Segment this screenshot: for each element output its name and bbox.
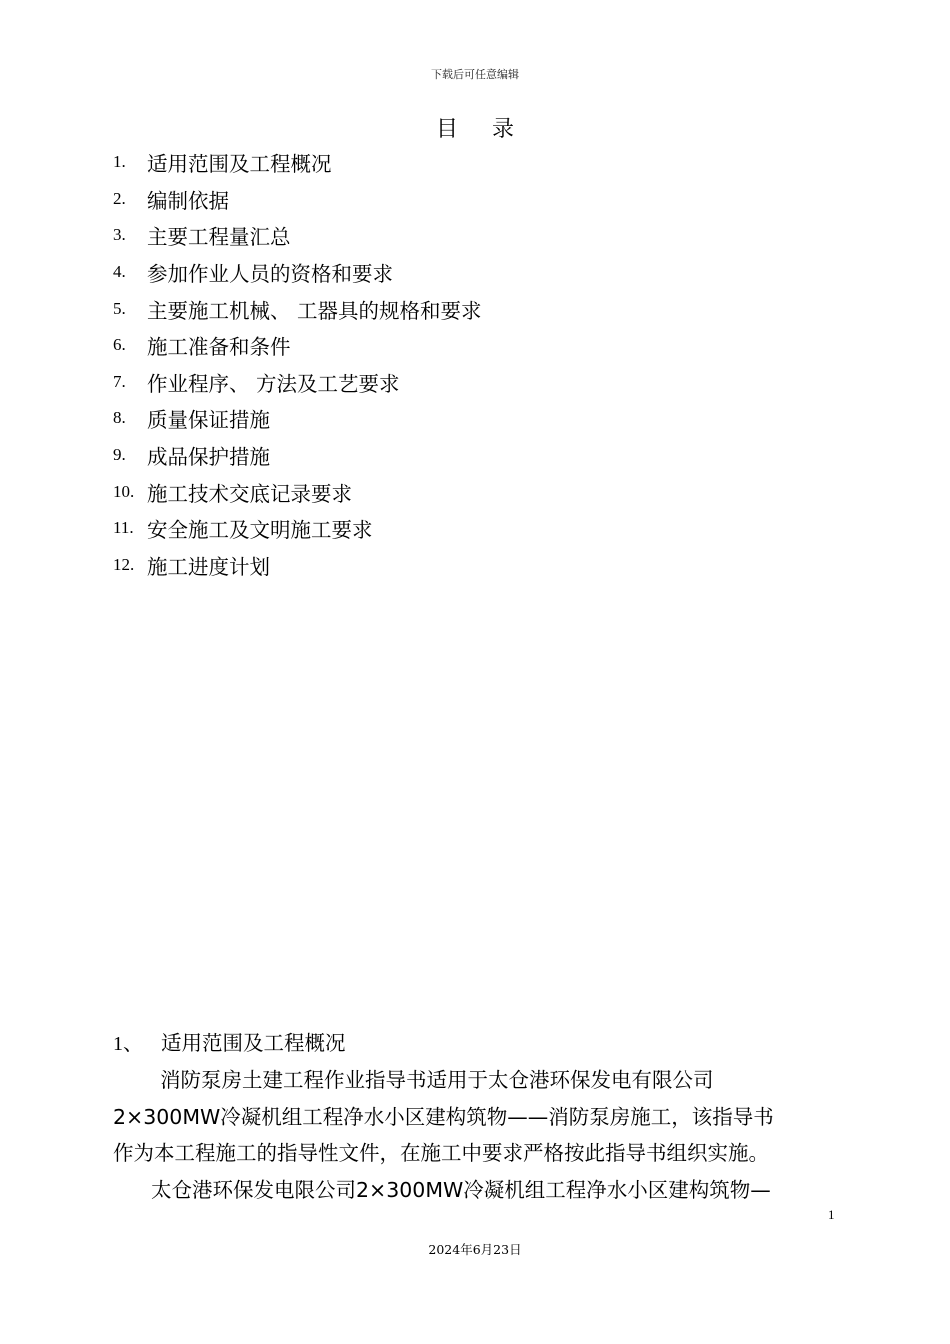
- toc-title: 目录: [435, 117, 548, 142]
- toc-item-text: 施工准备和条件: [147, 335, 291, 360]
- paragraph-line: 消防泵房土建工程作业指导书适用于太仓港环保发电有限公司: [160, 1068, 714, 1093]
- toc-item-number: 10.: [113, 481, 135, 501]
- toc-item-text: 质量保证措施: [147, 408, 270, 433]
- toc-item-text: 施工技术交底记录要求: [147, 481, 352, 506]
- header-note: 下载后可任意编辑: [431, 68, 519, 81]
- toc-item: [113, 254, 873, 291]
- toc-item: [113, 547, 873, 584]
- section-number: 1、: [113, 1032, 143, 1055]
- toc-item-text: 施工进度计划: [147, 554, 270, 579]
- paragraph-line: 2×300MW冷凝机组工程净水小区建构筑物——消防泵房施工，该指导书: [113, 1104, 774, 1129]
- toc-item: [113, 181, 873, 218]
- toc-item-text: 适用范围及工程概况: [147, 152, 332, 177]
- toc-item-number: 12.: [113, 554, 135, 574]
- toc-item: [113, 327, 873, 364]
- paragraph-line: 作为本工程施工的指导性文件，在施工中要求严格按此指导书组织实施。: [113, 1141, 769, 1166]
- toc-item-text: 安全施工及文明施工要求: [147, 518, 373, 543]
- toc-item-number: 11.: [113, 518, 134, 538]
- toc-item-text: 成品保护措施: [147, 445, 270, 470]
- section-title: 适用范围及工程概况: [161, 1031, 346, 1055]
- toc-item-number: 9.: [113, 445, 126, 465]
- toc-item-text: 主要工程量汇总: [147, 225, 291, 250]
- section-heading: [113, 1022, 873, 1060]
- toc-item-number: 6.: [113, 335, 126, 355]
- section-scope-overview: [113, 1022, 873, 1206]
- toc-item-text: 参加作业人员的资格和要求: [147, 262, 393, 287]
- table-of-contents: [113, 144, 873, 583]
- toc-item: [113, 290, 873, 327]
- toc-item: [113, 217, 873, 254]
- toc-item-text: 作业程序、 方法及工艺要求: [147, 371, 400, 396]
- toc-item: [113, 510, 873, 547]
- toc-item-number: 5.: [113, 298, 126, 318]
- toc-item-number: 1.: [113, 152, 126, 172]
- toc-item: [113, 400, 873, 437]
- toc-item-text: 主要施工机械、 工器具的规格和要求: [147, 298, 482, 323]
- toc-item-number: 4.: [113, 262, 126, 282]
- footer-date: 2024年6月23日: [428, 1242, 522, 1257]
- toc-item-number: 3.: [113, 225, 126, 245]
- toc-item-number: 2.: [113, 188, 126, 208]
- toc-item: [113, 364, 873, 401]
- toc-item: [113, 437, 873, 474]
- toc-item: [113, 473, 873, 510]
- paragraph-line: 太仓港环保发电限公司2×300MW冷凝机组工程净水小区建构筑物—: [151, 1177, 771, 1202]
- page-number: 1: [828, 1207, 835, 1222]
- toc-item-number: 7.: [113, 371, 126, 391]
- toc-item: [113, 144, 873, 181]
- toc-item-number: 8.: [113, 408, 126, 428]
- toc-item-text: 编制依据: [147, 188, 229, 213]
